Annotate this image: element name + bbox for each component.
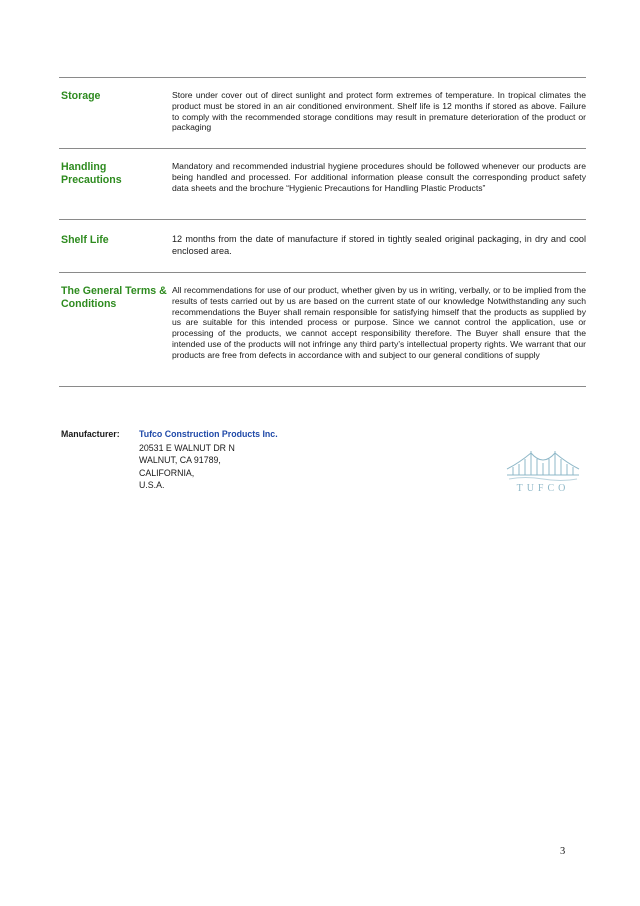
address-line: WALNUT, CA 91789, (139, 455, 221, 466)
section-body-storage: Store under cover out of direct sunlight and protect form extremes of temperature. In tropical climates the product must be stored in an air conditioned environment. Shelf life is 12 months if stored as above. Failure to comply with the recommended storage conditions may result in premature deterioration of the product or packaging (172, 90, 586, 133)
address-line: CALIFORNIA, (139, 467, 195, 478)
divider (59, 219, 586, 220)
manufacturer-address (139, 442, 339, 492)
section-title-handling: Handling Precautions (61, 161, 122, 186)
section-body-general-terms: All recommendations for use of our product, whether given by us in writing, verbally, or to be implied from the results of tests carried out by us are based on the current state of our knowledge Notwithstanding any such recommendations the Buyer shall remain responsible for satisfying himself that the products as supplied by us are suitable for this intended process or purpose. Since we cannot control the application, use or processing of the products, we cannot accept responsibility therefore. The Buyer shall ensure that the intended use of the products will not infringe any third party’s intellectual property rights. We warrant that our products are free from defects in accordance with and subject to our general conditions of supply (172, 285, 586, 360)
address-line: 20531 E WALNUT DR N (139, 443, 235, 453)
page-number: 3 (560, 846, 566, 857)
address-line: U.S.A. (139, 480, 165, 491)
bridge-logo-icon (505, 445, 581, 495)
divider-top (59, 77, 586, 78)
divider (59, 272, 586, 273)
divider-bottom (59, 386, 586, 387)
manufacturer-label: Manufacturer: (61, 429, 120, 439)
tufco-logo (505, 445, 581, 495)
section-body-handling: Mandatory and recommended industrial hygiene procedures should be followed whenever our products are being handled and processed. For additional information please consult the corresponding product safety data sheets and the brochure “Hygienic Precautions for Handling Plastic Products” (172, 161, 586, 193)
divider (59, 148, 586, 149)
section-title-general-terms: The General Terms & Conditions (61, 285, 167, 310)
manufacturer-name: Tufco Construction Products Inc. (139, 429, 278, 439)
section-title-storage: Storage (61, 90, 101, 102)
section-title-shelf-life: Shelf Life (61, 234, 109, 246)
section-body-shelf-life: 12 months from the date of manufacture if stored in tightly sealed original packaging, in dry and cool enclosed area. (172, 234, 586, 256)
logo-wordmark: TUFCO (516, 483, 570, 494)
